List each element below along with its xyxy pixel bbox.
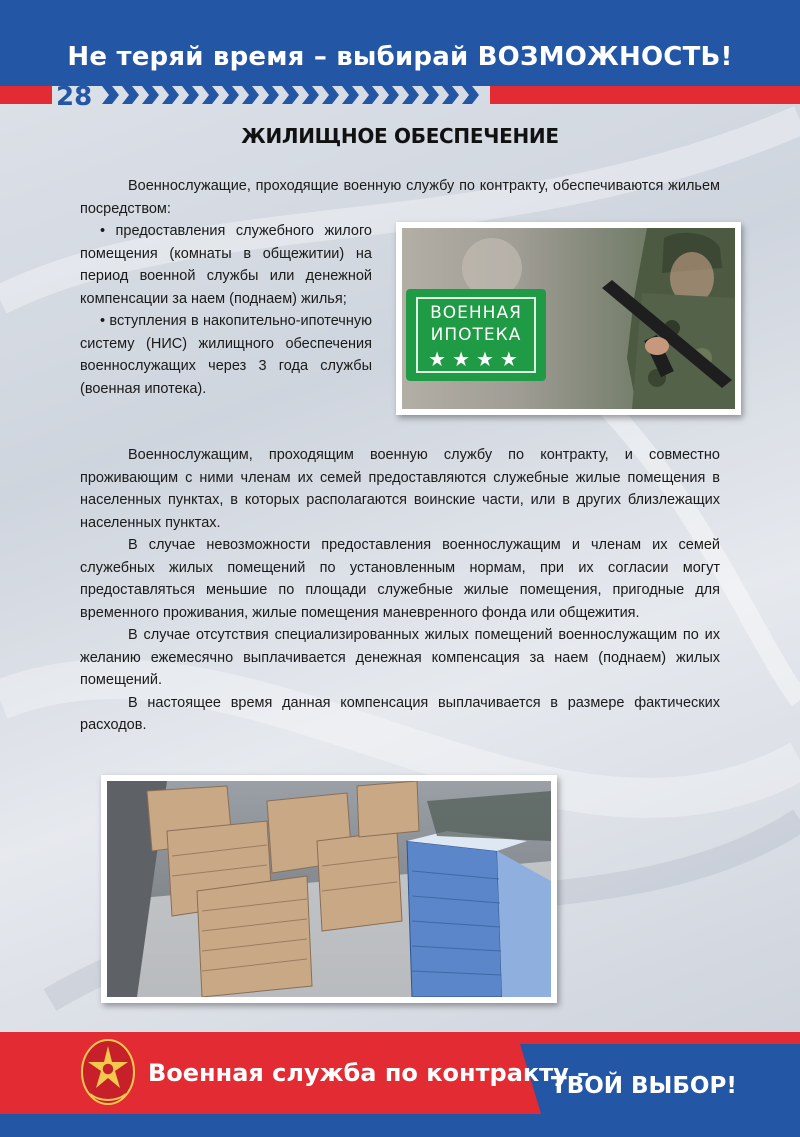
aerial-city-illustration xyxy=(107,781,551,997)
badge-line-2: ИПОТЕКА xyxy=(430,325,522,345)
header-red-stripe-right xyxy=(490,86,800,104)
paragraph-1: Военнослужащим, проходящим военную службу по контракту, и совместно проживающим с ними членам их семей предоставляются служебные жилые помещения в населенных пунктах, в которых располагаются воинские части, или в других близлежащих населенных пунктах. xyxy=(80,447,720,531)
intro-paragraph xyxy=(80,175,720,220)
footer-slogan: Военная служба по контракту – xyxy=(148,1059,590,1087)
bullet-item-1: • предоставления служебного жилого помещения (комнаты в общежитии) на период военной службы или денежной компенсации за наем (поднаем) жилья; xyxy=(80,223,372,307)
bullet-item-2: • вступления в накопительно-ипотечную систему (НИС) жилищного обеспечения военнослужащих через 3 года службы (военная ипотека). xyxy=(80,313,372,397)
military-mortgage-image xyxy=(396,222,741,415)
page-number: 28 xyxy=(56,82,93,112)
bullet-list xyxy=(80,220,372,400)
residential-buildings-photo xyxy=(101,775,557,1003)
military-mortgage-badge xyxy=(406,289,546,381)
main-text xyxy=(80,444,720,737)
header-red-stripe-left xyxy=(0,86,52,104)
badge-stars: ★★★★ xyxy=(428,347,524,371)
military-emblem-icon xyxy=(80,1036,136,1106)
section-title: ЖИЛИЩНОЕ ОБЕСПЕЧЕНИЕ xyxy=(241,124,559,148)
header-title: Не теряй время – выбирай ВОЗМОЖНОСТЬ! xyxy=(67,42,733,72)
intro-lead: Военнослужащие, проходящие военную службу по контракту, обеспечиваются жильем посредством: xyxy=(80,178,720,217)
badge-line-1: ВОЕННАЯ xyxy=(430,303,522,323)
paragraph-3: В случае отсутствия специализированных жилых помещений военнослужащим по их желанию ежемесячно выплачивается денежная компенсация за наем (поднаем) жилых помещений. xyxy=(80,627,720,688)
paragraph-2: В случае невозможности предоставления военнослужащим и членам их семей служебных жилых помещений по установленным нормам, при их согласии могут предоставляться меньшие по площади служебные жилые помещения, пригодные для временного проживания, жилые помещения маневренного фонда или общежития. xyxy=(80,537,720,621)
paragraph-4: В настоящее время данная компенсация выплачивается в размере фактических расходов. xyxy=(80,694,720,733)
chevron-arrows-icon xyxy=(102,86,482,104)
footer-choice: ТВОЙ ВЫБОР! xyxy=(551,1073,737,1099)
